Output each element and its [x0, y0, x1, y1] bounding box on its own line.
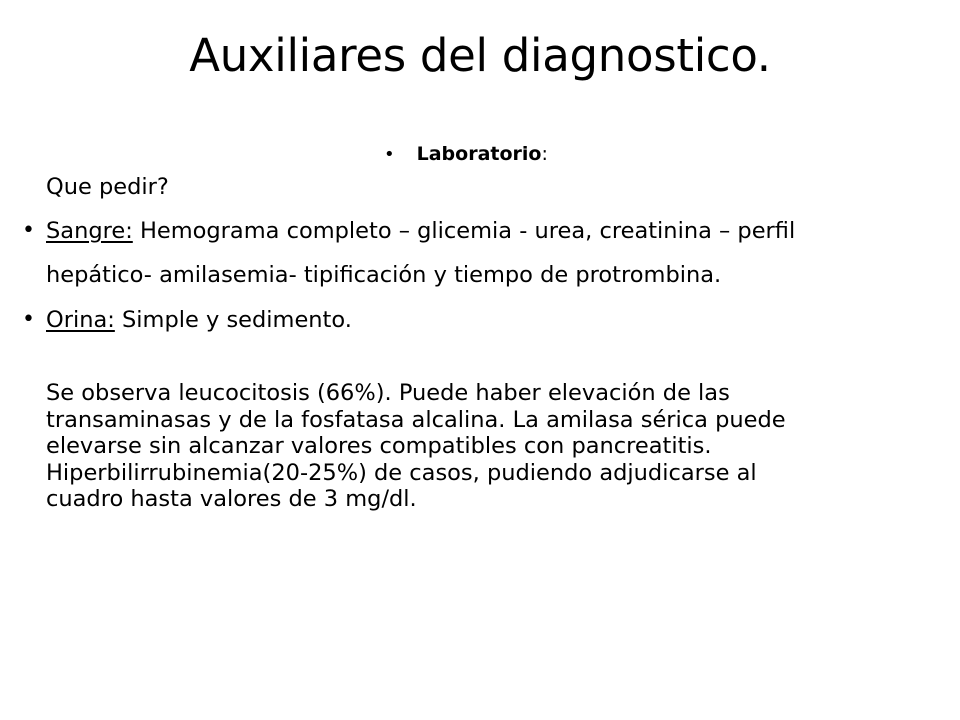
slide-title: Auxiliares del diagnostico. [189, 29, 771, 82]
orina-label: Orina: [46, 307, 115, 333]
laboratorio-suffix: : [541, 143, 548, 165]
paragraph-line: elevarse sin alcanzar valores compatibles con pancreatitis. [46, 433, 712, 459]
sangre-label: Sangre: [46, 218, 133, 244]
paragraph-line: cuadro hasta valores de 3 mg/dl. [46, 486, 417, 512]
orina-text: Simple y sedimento. [114, 307, 352, 333]
laboratorio-label: Laboratorio [416, 143, 542, 165]
sangre-line-1 [46, 213, 795, 249]
sangre-text: Hemograma completo – glicemia - urea, creatinina – perfil [132, 218, 796, 244]
paragraph-line: transaminasas y de la fosfatasa alcalina. La amilasa sérica puede [46, 406, 786, 433]
question-text: Que pedir? [46, 174, 169, 200]
paragraph-line: Se observa leucocitosis (66%). Puede haber elevación de las [46, 380, 730, 406]
laboratorio-heading [384, 136, 548, 173]
findings-paragraph [46, 380, 926, 513]
bullet-icon: • [22, 218, 35, 243]
sangre-line-2: hepático- amilasemia- tipificación y tiempo de protrombina. [46, 262, 722, 288]
orina-line [46, 302, 352, 338]
bullet-icon: • [384, 144, 395, 165]
paragraph-line: Hiperbilirrubinemia(20-25%) de casos, pudiendo adjudicarse al [46, 459, 757, 486]
bullet-icon: • [22, 307, 35, 332]
